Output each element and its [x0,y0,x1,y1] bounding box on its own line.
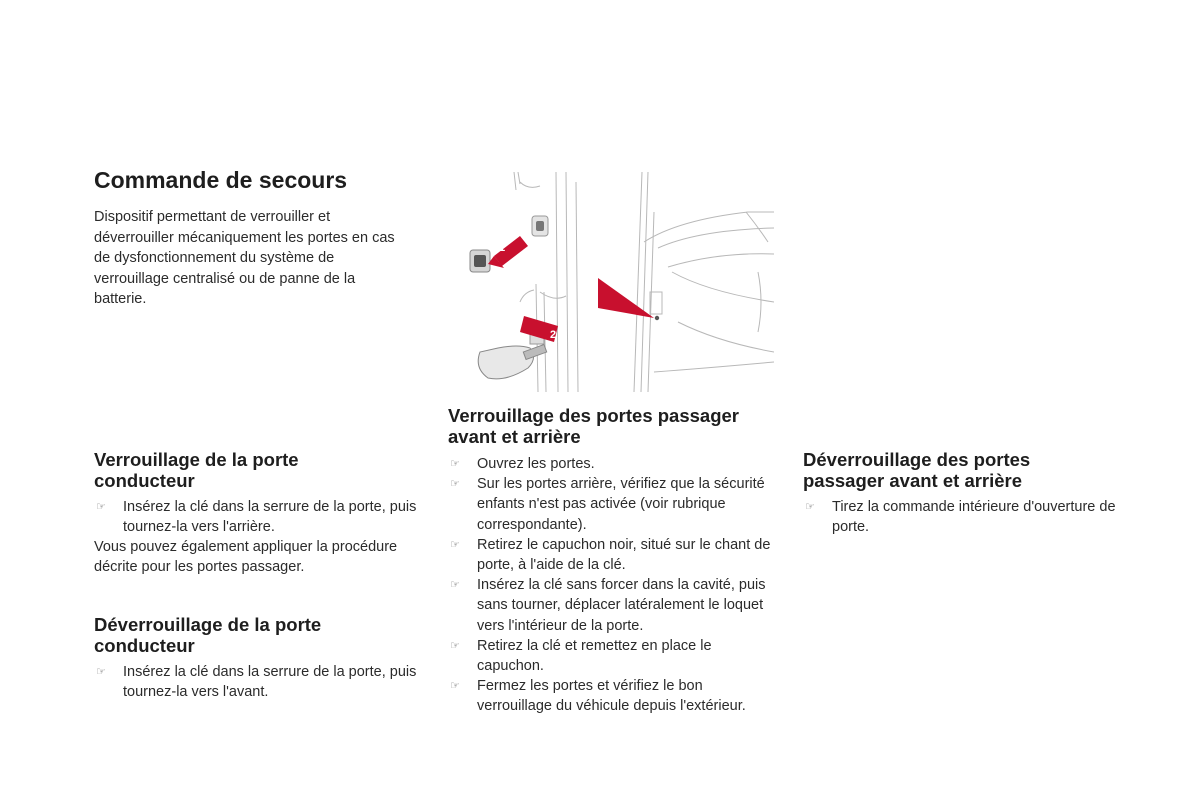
list-item-text: Tirez la commande intérieure d'ouverture de porte. [832,499,1116,536]
list-item [448,474,778,535]
heading-line: Verrouillage des portes passager [448,405,739,426]
lock-driver-heading [94,450,424,491]
heading-line: Verrouillage de la porte [94,449,299,470]
lock-driver-steps [94,497,424,537]
list-item [448,636,778,676]
unlock-driver-heading [94,615,424,656]
list-item [448,454,778,474]
unlock-passenger-heading [803,450,1133,491]
list-item-text: Sur les portes arrière, vérifiez que la sécurité enfants n'est pas activée (voir rubrique correspondante). [477,476,765,533]
unlock-driver-steps [94,662,424,702]
pointing-hand-icon: ☞ [450,679,460,693]
list-item-text: Ouvrez les portes. [477,456,595,472]
pointing-hand-icon: ☞ [96,500,106,513]
unlock-passenger-steps [803,497,1133,537]
pointing-hand-icon: ☞ [450,578,460,592]
heading-line: avant et arrière [448,425,581,447]
heading-line: conducteur [94,634,195,656]
pointing-hand-icon: ☞ [96,665,106,678]
list-item [448,535,778,575]
heading-line: conducteur [94,469,195,491]
lock-passenger-steps [448,454,778,717]
list-item [94,497,424,537]
list-item-text: Insérez la clé dans la serrure de la porte, puis tournez-la vers l'arrière. [123,499,417,536]
list-item [448,676,778,716]
pointing-hand-icon: ☞ [450,477,460,491]
page-title: Commande de secours [94,167,348,193]
pointing-hand-icon: ☞ [450,457,460,470]
list-item [803,497,1133,537]
door-lock-illustration [458,172,774,392]
list-item [94,662,424,702]
list-item-text: Retirez le capuchon noir, situé sur le chant de porte, à l'aide de la clé. [477,536,771,574]
step-2-label: 2 [550,329,557,341]
pointing-hand-icon: ☞ [805,500,815,513]
heading-line: Déverrouillage des portes [803,449,1031,470]
step-1-label: 1 [499,242,506,254]
list-item-text: Fermez les portes et vérifiez le bon verrouillage du véhicule depuis l'extérieur. [477,678,746,715]
heading-line: Déverrouillage de la porte [94,614,322,635]
list-item-text: Insérez la clé sans forcer dans la cavité, puis sans tourner, déplacer latéralement le loquet vers l'intérieur de la porte. [477,577,766,634]
lock-driver-note: Vous pouvez également appliquer la procédure décrite pour les portes passager. [94,539,398,576]
list-item [448,575,778,636]
list-item-text: Insérez la clé dans la serrure de la porte, puis tournez-la vers l'avant. [123,664,417,701]
heading-line: passager avant et arrière [803,469,1023,491]
pointing-hand-icon: ☞ [450,537,460,551]
intro-paragraph: Dispositif permettant de verrouiller et déverrouiller mécaniquement les portes en cas de dysfonctionnement du système de verrouillage centralisé ou de panne de la batterie. [94,209,395,307]
lock-passenger-heading [448,406,788,447]
pointing-hand-icon: ☞ [450,638,460,652]
list-item-text: Retirez la clé et remettez en place le capuchon. [477,637,712,675]
